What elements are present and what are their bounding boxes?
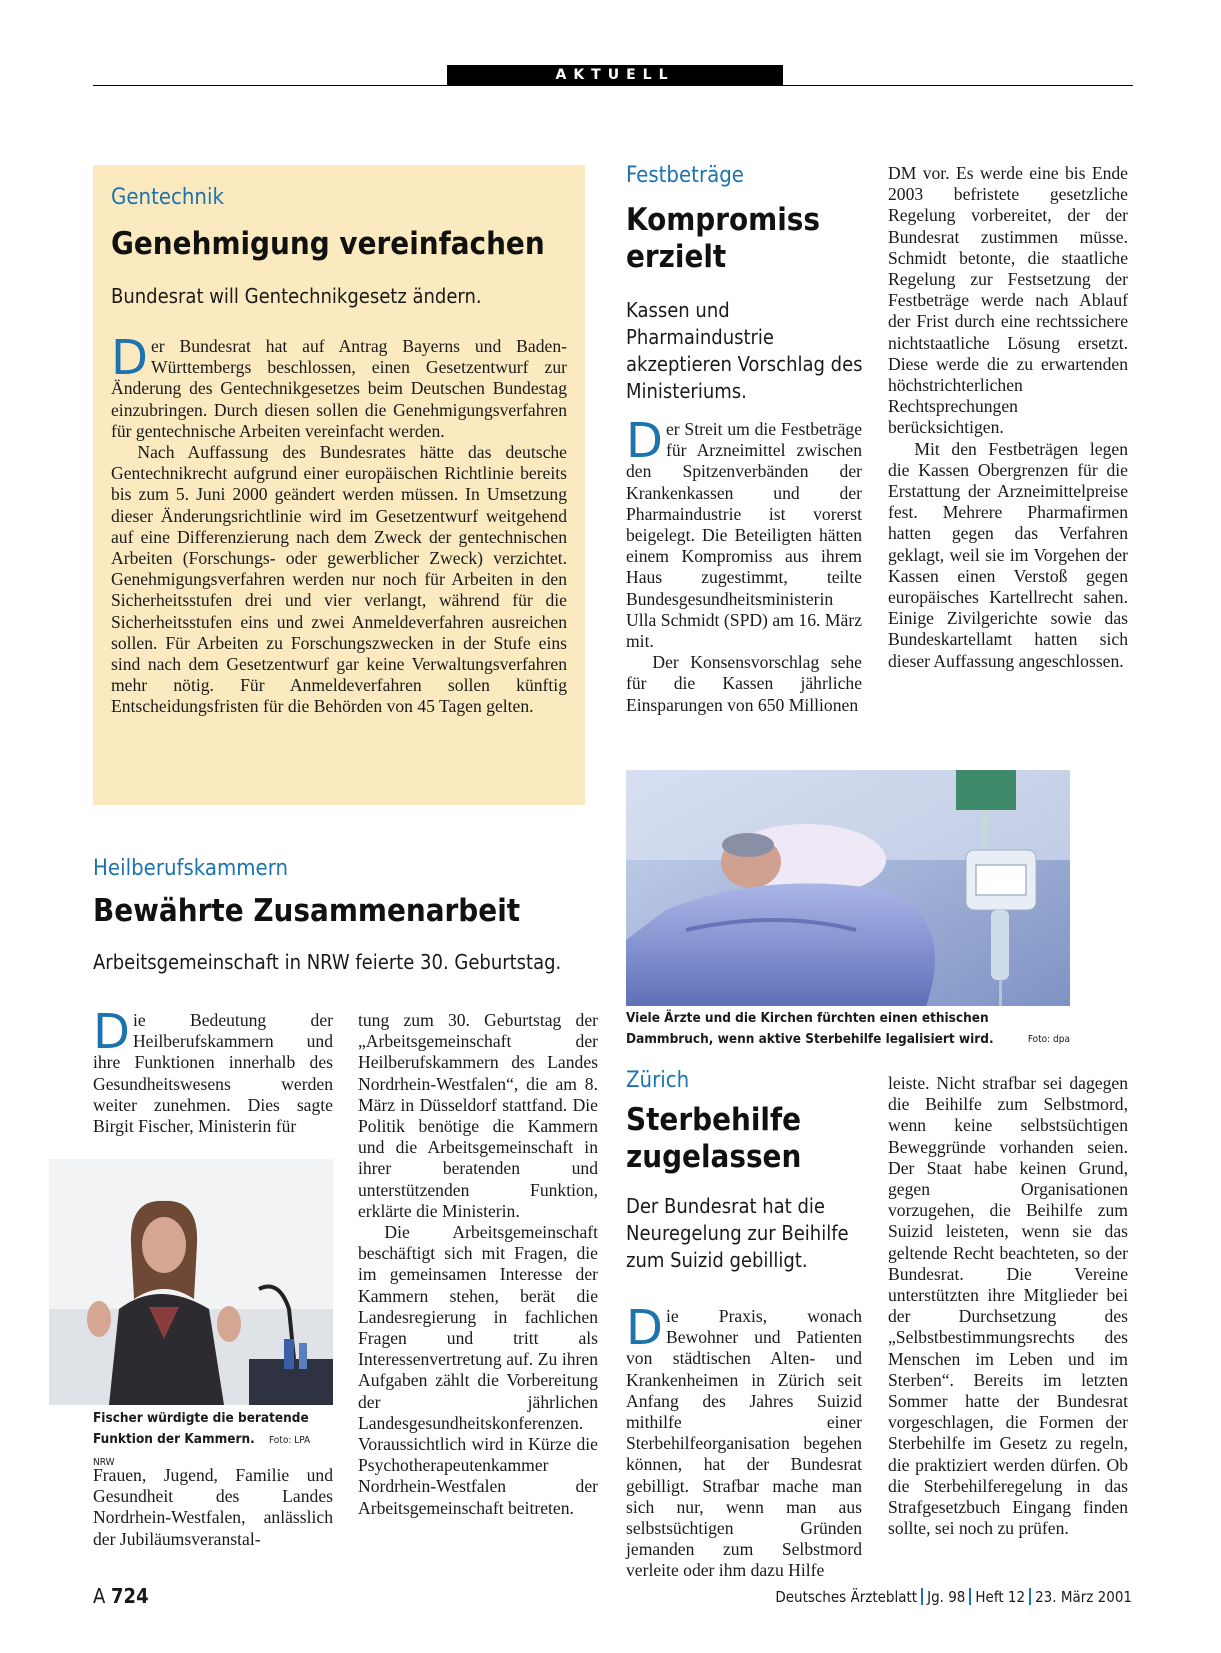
festbetraege-body-col2 xyxy=(888,163,1128,672)
heilberufe-body-col1-bottom xyxy=(93,1465,333,1550)
festbetraege-paragraph-1: Der Streit um die Festbeträge für Arzneimittel zwischen den Spitzenverbänden der Krankenkassen und der Pharmaindustrie ist vorerst beigelegt. Die Beteiligten hätten einem Kompromiss aus ihrem Haus zugestimmt, teilte Bundesgesundheitsministerin Ulla Schmidt (SPD) am 16. März mit. xyxy=(626,413,862,652)
festbetraege-kicker: Festbeträge xyxy=(626,163,744,188)
festbetraege-headline xyxy=(626,202,866,276)
gentechnik-headline: Genehmigung vereinfachen xyxy=(111,226,545,262)
heilberufe-kicker: Heilberufskammern xyxy=(93,856,289,881)
gentechnik-kicker: Gentechnik xyxy=(111,185,224,210)
festbetraege-headline-line1: Kompromiss xyxy=(626,202,821,238)
heilberufe-body-col2 xyxy=(358,1010,598,1519)
heilberufe-deck: Arbeitsgemeinschaft in NRW feierte 30. Geburtstag. xyxy=(93,950,562,974)
festbetraege-paragraph-2: Der Konsensvorschlag sehe für die Kassen jährliche Einsparungen von 650 Millionen xyxy=(626,652,862,715)
footer-divider xyxy=(969,1588,971,1605)
heilberufe-body-col1-top xyxy=(93,1004,333,1137)
footer-issue: Heft 12 xyxy=(975,1588,1026,1606)
patient-photo-credit: Foto: dpa xyxy=(1027,1034,1070,1045)
zuerich-headline-line2: zugelassen xyxy=(626,1139,802,1175)
page-number xyxy=(93,1584,149,1608)
gentechnik-paragraph-2: Nach Auffassung des Bundesrates hätte das deutsche Gentechnikrecht aufgrund einer europäischen Richtlinie bereits bis zum 5. Juni 2000 geändert werden müssen. In Umsetzung dieser Änderungsrichtlinie wird im Gesetzentwurf weitgehend auf eine Differenzierung nach dem Zweck der gentechnischen Arbeiten (Forschungs- oder gewerblicher Zweck) verzichtet. Genehmigungsverfahren werden nur noch für Arbeiten in den Sicherheitsstufen drei und vier verlangt, während für die Sicherheitsstufen eins und zwei Anmeldeverfahren ausreichen sollen. Für Arbeiten zu Forschungszwecken in der Stufe eins sind nach dem Gesetzentwurf gar keine Verwaltungsverfahren mehr nötig. Für Anmeldeverfahren sollen künftig Entscheidungsfristen für die Behörden von 45 Tagen gelten. xyxy=(111,442,567,717)
footer-divider xyxy=(921,1588,923,1605)
footer-divider xyxy=(1029,1588,1031,1605)
zuerich-headline xyxy=(626,1102,866,1176)
footer-citation xyxy=(775,1588,1132,1606)
festbetraege-headline-line2: erzielt xyxy=(626,239,727,275)
gentechnik-deck: Bundesrat will Gentechnikgesetz ändern. xyxy=(111,284,482,308)
fischer-photo-caption-text: Fischer würdigte die beratende Funktion der Kammern. xyxy=(93,1410,309,1447)
footer-volume: Jg. 98 xyxy=(927,1588,966,1606)
gentechnik-body xyxy=(111,330,567,718)
fischer-photo-caption xyxy=(93,1408,333,1473)
zuerich-col1-text: Die Praxis, wonach Bewohner und Patienten von städtischen Alten- und Krankenheimen in Zürich seit Anfang des Jahres Suizid mithilfe einer Sterbehilfeorganisation begehen können, hat der Bundesrat gebilligt. Strafbar mache man sich nur, wenn man aus selbstsüchtigen Gründen jemanden zum Selbstmord verleite oder ihm dazu Hilfe xyxy=(626,1300,862,1581)
zuerich-col2-text: leiste. Nicht strafbar sei dagegen die Beihilfe zum Selbstmord, wenn keine selbstsüchtigen Beweggründe vorhanden seien. Der Staat habe keinen Grund, gegen Organisationen vorzugehen, die Beihilfe zum Suizid leisteten, wenn sie das geltende Recht beachteten, so der Bundesrat. Die Vereine unterstützten ihre Mitglieder bei der Durchsetzung des „Selbstbestimmungsrechts des Menschen im Leben und im Sterben“. Bereits im letzten Sommer hatte der Bundesrat vorgeschlagen, die Formen der Sterbehilfe im Gesetz zu regeln, die praktiziert werden dürfen. Ob die Sterbehilferegelung in das Strafgesetzbuch Eingang finden sollte, sei noch zu prüfen. xyxy=(888,1073,1128,1539)
zuerich-body-col2 xyxy=(888,1073,1128,1539)
festbetraege-body-col1 xyxy=(626,413,862,716)
patient-photo-caption-text: Viele Ärzte und die Kirchen fürchten einen ethischen Dammbruch, wenn aktive Sterbehilfe legalisiert wird. xyxy=(626,1010,994,1047)
festbetraege-deck: Kassen und Pharmaindustrie akzeptieren Vorschlag des Ministeriums. xyxy=(626,298,863,403)
zuerich-kicker: Zürich xyxy=(626,1068,690,1093)
zuerich-deck: Der Bundesrat hat die Neuregelung zur Beihilfe zum Suizid gebilligt. xyxy=(626,1194,849,1272)
patient-photo-image xyxy=(626,770,1070,1006)
patient-photo-caption xyxy=(626,1008,1070,1050)
page-number-value: 724 xyxy=(111,1584,149,1608)
festbetraege-col2-para2: Mit den Festbeträgen legen die Kassen Obergrenzen für die Erstattung der Arzneimittelpreise fest. Mehrere Pharmafirmen hatten gegen das Verfahren geklagt, weil sie im Vorgehen der Kassen einen Verstoß gegen europäisches Kartellrecht sahen. Einige Zivilgerichte sowie das Bundeskartellamt hatten sich dieser Auffassung angeschlossen. xyxy=(888,438,1128,671)
section-label: AKTUELL xyxy=(447,65,783,86)
heilberufe-col1-bottom: Frauen, Jugend, Familie und Gesundheit des Landes Nordrhein-Westfalen, anlässlich der Jubiläumsveranstal- xyxy=(93,1465,333,1549)
heilberufe-col2-paragraph-2: Die Arbeitsgemeinschaft beschäftigt sich mit Fragen, die im gemeinsamen Interesse der Kammern stehen, berät die Landesregierung in fachlichen Fragen und tritt als Interessenvertretung auf. Zu ihren Aufgaben zählt die Vorbereitung der jährlichen Landesgesundheitskonferenzen. Voraussichtlich wird in Kürze die Psychotherapeutenkammer Nordrhein-Westfalen der Arbeitsgemeinschaft beitreten. xyxy=(358,1222,598,1518)
heilberufe-col1-top: Die Bedeutung der Heilberufskammern und ihre Funktionen innerhalb des Gesundheitswesens werden weiter zunehmen. Dies sagte Birgit Fischer, Ministerin für xyxy=(93,1004,333,1137)
footer-journal: Deutsches Ärzteblatt xyxy=(775,1588,918,1606)
fischer-photo-credit: Foto: LPA NRW xyxy=(93,1435,311,1468)
patient-photo xyxy=(626,770,1070,1006)
fischer-photo xyxy=(49,1159,333,1405)
fischer-photo-image xyxy=(49,1159,333,1405)
heilberufe-headline: Bewährte Zusammenarbeit xyxy=(93,893,521,929)
footer-date: 23. März 2001 xyxy=(1035,1588,1132,1606)
zuerich-body-col1 xyxy=(626,1300,862,1582)
heilberufe-col2-paragraph-1: tung zum 30. Geburtstag der „Arbeitsgemeinschaft der Heilberufskammern des Landes Nordrhein-Westfalen“, die am 8. März in Düsseldorf stattfand. Die Politik benötige die Kammern und die Arbeitsgemeinschaft in ihrer beratenden und unterstützenden Funktion, erklärte die Ministerin. xyxy=(358,1010,598,1221)
page-prefix: A xyxy=(93,1584,106,1608)
festbetraege-col2-text: DM vor. Es werde eine bis Ende 2003 befristete gesetzliche Regelung vorbereitet, der der Bundesrat zustimmen müsse. Schmidt betonte, die staatliche Regelung zur Festsetzung der Festbeträge werde nach Ablauf der Frist durch eine rechtssichere nichtstaatliche Lösung ersetzt. Diese werde die zu erwartenden höchstrichterlichen Rechtsprechungen berücksichtigen. xyxy=(888,163,1128,438)
gentechnik-paragraph-1: Der Bundesrat hat auf Antrag Bayerns und Baden-Württembergs beschlossen, einen Gesetzentwurf zur Änderung des Gentechnikgesetzes beim Deutschen Bundestag einzubringen. Durch diesen sollen die Genehmigungsverfahren für gentechnische Arbeiten vereinfacht werden. xyxy=(111,330,567,441)
zuerich-headline-line1: Sterbehilfe xyxy=(626,1102,801,1138)
